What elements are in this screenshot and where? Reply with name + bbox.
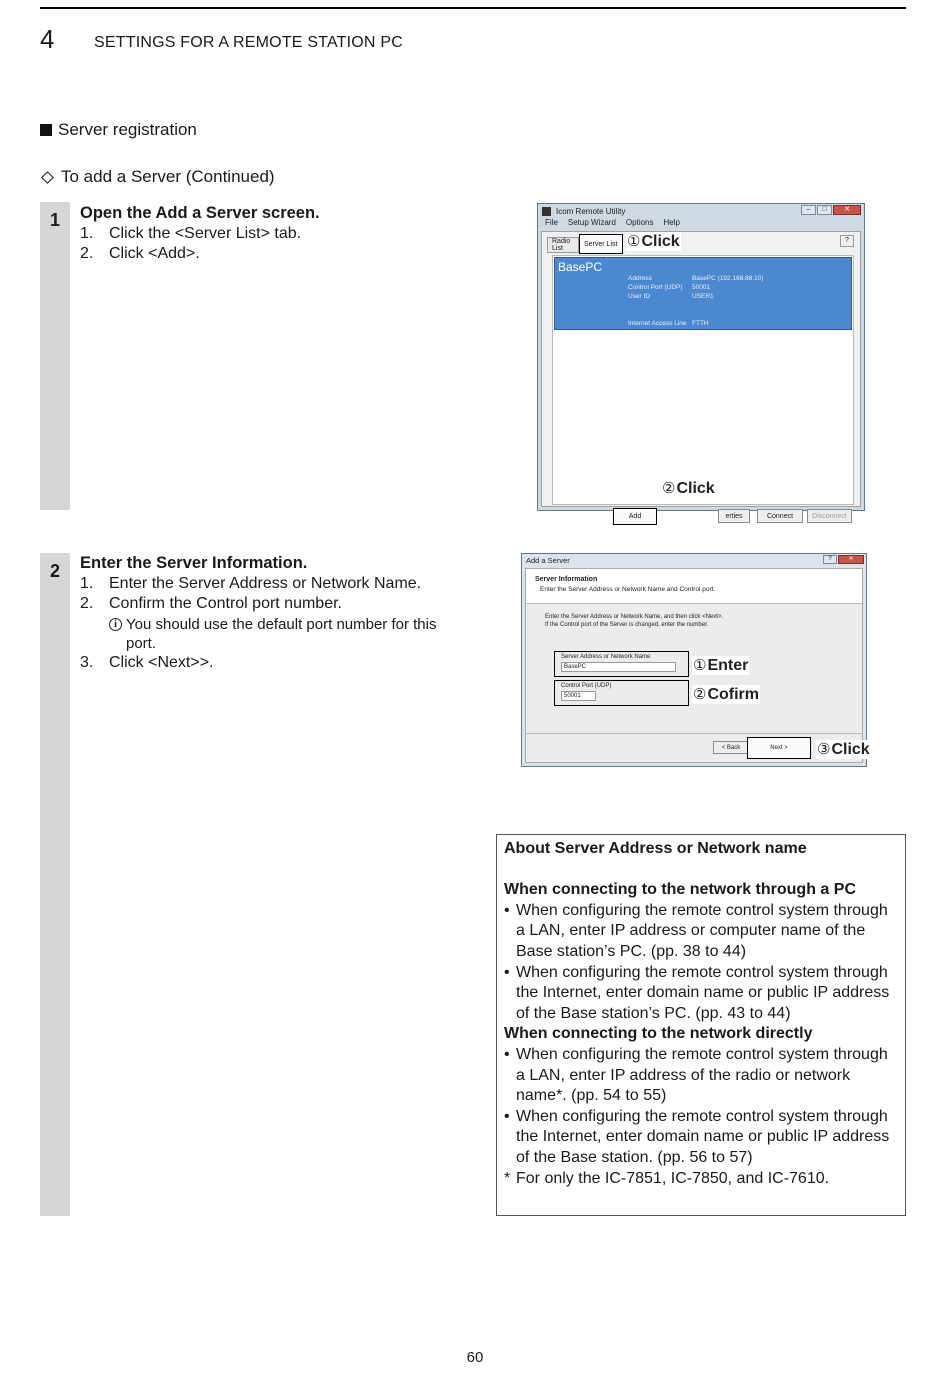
step-1-item: 1. Click the <Server List> tab. [80,224,302,242]
menu-setup-wizard[interactable]: Setup Wizard [567,218,616,227]
tab-radio-list[interactable]: Radio List [547,237,579,253]
dialog-titlebar [522,554,866,567]
menu-bar [538,218,864,230]
dialog-instructions: Enter the Server Address or Network Name, and then click <Next>. If the Control port of the Server is changed, enter the number. [545,614,724,628]
menu-file[interactable]: File [545,218,558,227]
section-heading [40,120,197,140]
info-box-heading-pc: When connecting to the network through a PC [504,881,856,899]
close-icon[interactable]: ✕ [838,555,864,564]
header-title: Server Information [535,576,598,583]
info-box-server-address [496,834,906,1216]
server-card-basepc[interactable] [554,257,852,330]
step-2-text [80,553,480,673]
step-2-item: 3. Click <Next>>. [80,653,214,671]
dialog-separator [526,733,862,734]
properties-button[interactable]: erties [718,509,750,523]
dialog-title: Add a Server [526,556,570,565]
control-port-label: Control Port (UDP) [561,683,612,689]
callout-click-next: ③Click [817,741,870,758]
step-1-text [80,203,480,265]
maximize-icon[interactable]: □ [817,205,832,215]
menu-help[interactable]: Help [663,218,680,227]
window-controls [800,205,861,215]
server-list-area[interactable] [552,255,854,505]
info-bullet: • When configuring the remote control system through a LAN, enter IP address of the radio or network name*. (pp. 54 to 55) [504,1045,888,1105]
step-2-item: 2. Confirm the Control port number. [80,595,342,612]
subsection-heading [40,167,275,187]
step-1-title: Open the Add a Server screen. [80,204,320,222]
info-bullet: • When configuring the remote control system through a LAN, enter IP address or computer name of the Base station’s PC. (pp. 38 to 44) [504,901,888,960]
next-button[interactable]: Next > [747,737,811,759]
header-subtitle: Enter the Server Address or Network Name and Control port. [540,586,716,593]
diamond-bullet-icon [41,171,54,184]
step-2-bar [40,553,70,1216]
help-button[interactable]: ? [840,235,854,247]
disconnect-button[interactable]: Disconnect [807,509,852,523]
square-bullet-icon [40,124,52,136]
minimize-icon[interactable]: – [801,205,816,215]
server-address-label: Server Address or Network Name [561,654,651,660]
tab-server-list[interactable]: Server List [579,234,623,254]
step-1-bar [40,202,70,510]
add-button[interactable]: Add [613,508,657,525]
server-values: BasePC (192.168.88.10) 50001 USER1 [692,275,764,300]
help-icon[interactable]: ? [823,555,837,564]
server-name: BasePC [558,260,603,274]
info-box-heading-direct: When connecting to the network directly [504,1025,813,1043]
control-port-input[interactable]: 50001 [561,691,596,701]
info-box-title: About Server Address or Network name [504,840,807,857]
window-body [541,231,861,520]
back-button[interactable]: < Back [713,741,749,754]
callout-click-server-list: ①Click [627,233,680,250]
chapter-title: SETTINGS FOR A REMOTE STATION PC [94,34,403,51]
step-1-number: 1 [49,210,60,230]
server-labels: Address Control Port (UDP) User ID [628,275,683,300]
dialog-header [526,569,862,604]
server-address-group [554,651,689,677]
close-icon[interactable]: ✕ [833,205,861,215]
dialog-controls [822,555,864,564]
internet-line-label: Internet Access Line [628,320,687,327]
section-heading-text: Server registration [58,120,197,139]
step-1-item: 2. Click <Add>. [80,245,200,262]
internet-line-value: FTTH [692,320,709,327]
callout-enter: ①Enter [693,657,749,674]
callout-confirm: ②Cofirm [693,686,760,703]
window-title: Icom Remote Utility [556,206,626,216]
server-address-input[interactable]: BasePC [561,662,676,672]
header-rule [40,7,906,9]
icom-remote-utility-window [537,203,865,520]
control-port-group [554,680,689,706]
info-bullet: • When configuring the remote control system through the Internet, enter domain name or public IP address of the Base station’s PC. (pp. 43 to 44) [504,963,890,1022]
menu-options[interactable]: Options [625,218,654,227]
chapter-number: 4 [40,24,55,54]
subsection-heading-text: To add a Server (Continued) [61,167,275,186]
info-icon: i [109,618,122,631]
info-footnote: * For only the IC-7851, IC-7850, and IC-7610. [504,1169,830,1187]
info-bullet: • When configuring the remote control system through the Internet, enter domain name or public IP address of the Base station. (pp. 56 to 57) [504,1107,890,1166]
callout-click-add: ②Click [662,480,715,497]
step-2-note: i You should use the default port number for this port. [80,615,480,653]
app-icon [542,207,551,216]
step-2-item: 1. Enter the Server Address or Network Name. [80,574,422,592]
page-number: 60 [466,1349,484,1366]
step-2-number: 2 [49,561,60,581]
step-2-title: Enter the Server Information. [80,554,308,572]
connect-button[interactable]: Connect [757,509,803,523]
